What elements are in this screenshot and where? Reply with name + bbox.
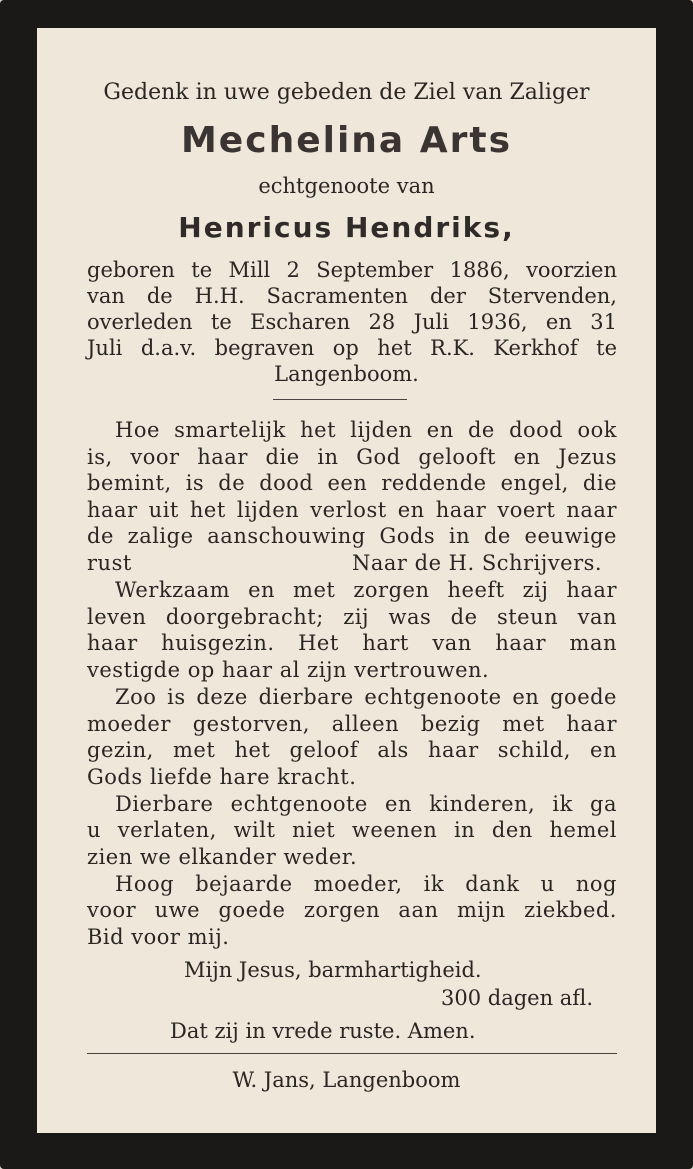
bio-line: Juli d.a.v. begraven op het R.K. Kerkhof te — [87, 336, 617, 360]
paragraph4-line: Dierbare echtgenoote en kinderen, ik ga — [115, 792, 617, 816]
paragraph1-line: Hoe smartelijk het lijden en de dood ook — [115, 418, 617, 442]
prayer-line: Mijn Jesus, barmhartigheid. — [184, 958, 482, 982]
paragraph2-line: Werkzaam en met zorgen heeft zij haar — [115, 578, 617, 602]
bio-line: van de H.H. Sacramenten der Stervenden, — [87, 284, 617, 308]
closing-line: Dat zij in vrede ruste. Amen. — [170, 1019, 476, 1043]
paragraph2-line: leven doorgebracht; zij was de steun van — [87, 605, 617, 629]
paragraph5-line: Hoog bejaarde moeder, ik dank u nog — [115, 872, 617, 896]
paragraph4-end: zien we elkander weder. — [87, 845, 358, 869]
paragraph1-line: is, voor haar die in God gelooft en Jezus — [87, 445, 617, 469]
spouse-intro: echtgenoote van — [258, 174, 435, 198]
deceased-name: Mechelina Arts — [180, 120, 512, 161]
paragraph2-line: haar huisgezin. Het hart van haar man — [87, 631, 617, 655]
quote-source: Naar de H. Schrijvers. — [352, 551, 603, 575]
printer-credit: W. Jans, Langenboom — [232, 1068, 461, 1092]
paragraph1-line: de zalige aanschouwing Gods in de eeuwige — [87, 524, 617, 548]
paragraph3-line: Zoo is deze dierbare echtgenoote en goede — [115, 685, 617, 709]
paragraph5-line: voor uwe goede zorgen aan mijn ziekbed. — [87, 898, 617, 922]
spouse-name: Henricus Hendriks, — [178, 211, 515, 244]
card-paper — [37, 28, 656, 1133]
bio-line: overleden te Escharen 28 Juli 1936, en 31 — [87, 310, 617, 334]
paragraph2-end: vestigde op haar al zijn vertrouwen. — [87, 658, 490, 682]
paragraph4-line: u verlaten, wilt niet weenen in den hemel — [87, 818, 617, 842]
indulgence-line: 300 dagen afl. — [441, 986, 593, 1010]
divider-long — [87, 1053, 617, 1054]
paragraph3-line: gezin, met het geloof als haar schild, en — [87, 738, 617, 762]
paragraph1-end: rust — [87, 551, 132, 575]
divider-short — [273, 399, 407, 400]
paragraph1-line: bemint, is de dood een reddende engel, die — [87, 471, 617, 495]
paragraph3-line: moeder gestorven, alleen bezig met haar — [87, 712, 617, 736]
paragraph3-end: Gods liefde hare kracht. — [87, 765, 357, 789]
bio-last-line: Langenboom. — [274, 362, 419, 386]
paragraph5-end: Bid voor mij. — [87, 925, 230, 949]
intro-line: Gedenk in uwe gebeden de Ziel van Zaliger — [103, 80, 590, 105]
bio-line: geboren te Mill 2 September 1886, voorzien — [87, 258, 617, 282]
paragraph1-line: haar uit het lijden verlost en haar voert naar — [87, 498, 617, 522]
